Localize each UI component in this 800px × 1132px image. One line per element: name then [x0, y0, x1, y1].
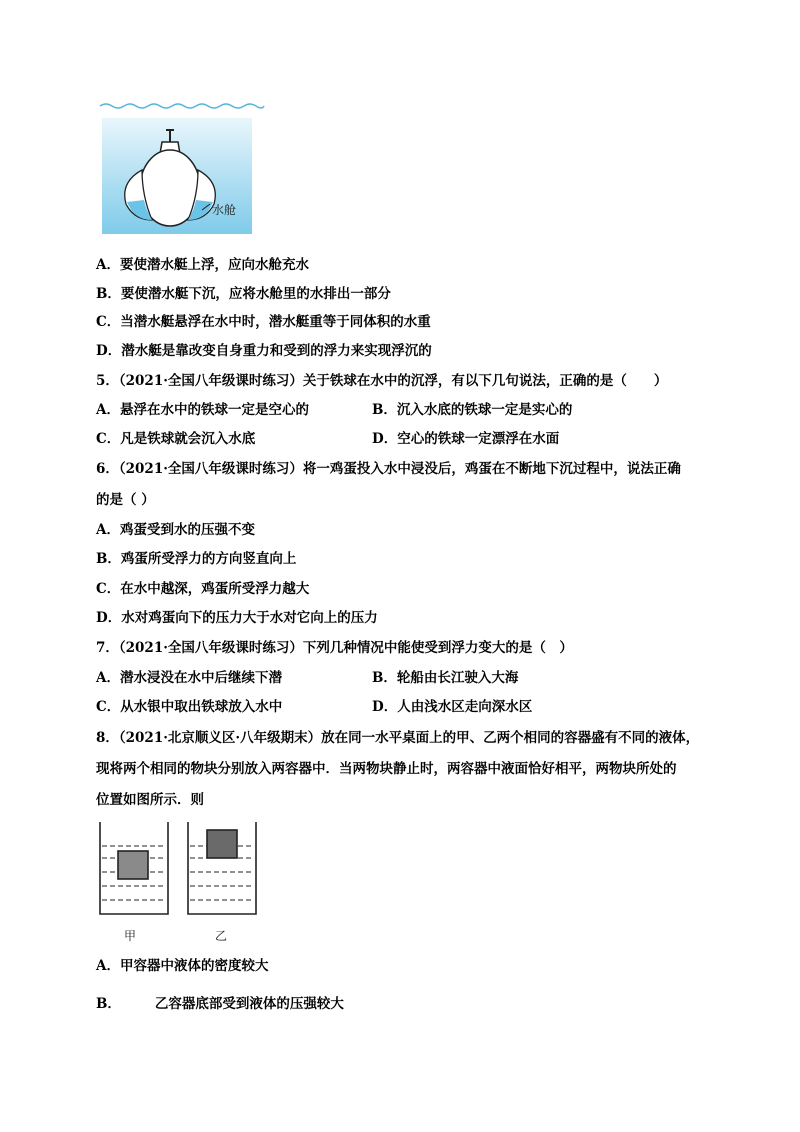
submarine-figure	[96, 96, 268, 238]
q7-stem: 7．（2021·全国八年级课时练习）下列几种情况中能使受到浮力变大的是（ ）	[96, 640, 573, 656]
q6-stem-line1: 6．（2021·全国八年级课时练习）将一鸡蛋投入水中浸没后，鸡蛋在不断地下沉过程中，说法正确	[96, 461, 681, 477]
container-label-yi: 乙	[215, 929, 228, 943]
q8-stem-line1: 8．（2021·北京顺义区·八年级期末）放在同一水平桌面上的甲、乙两个相同的容器盛有不同的液体，	[96, 730, 700, 746]
q6-option-b: B．鸡蛋所受浮力的方向竖直向上	[96, 551, 297, 567]
block-jia	[118, 851, 148, 879]
q7-option-a: A．潜水浸没在水中后继续下潜	[96, 670, 282, 686]
container-label-jia: 甲	[124, 929, 137, 943]
q4-option-d: D．潜水艇是靠改变自身重力和受到的浮力来实现浮沉的	[96, 343, 432, 359]
block-yi	[207, 830, 237, 858]
q8-option-a: A．甲容器中液体的密度较大	[96, 958, 269, 974]
q8-stem-line2: 现将两个相同的物块分别放入两容器中．当两物块静止时，两容器中液面恰好相平，两物块所处的	[96, 761, 677, 777]
q4-option-a: A．要使潜水艇上浮，应向水舱充水	[96, 257, 309, 273]
q5-option-b: B．沉入水底的铁球一定是实心的	[372, 402, 573, 418]
q8-stem-line3: 位置如图所示．则	[96, 792, 204, 808]
q6-option-a: A．鸡蛋受到水的压强不变	[96, 522, 255, 538]
q6-option-d: D．水对鸡蛋向下的压力大于水对它向上的压力	[96, 610, 378, 626]
q6-option-c: C．在水中越深，鸡蛋所受浮力越大	[96, 581, 310, 597]
q7-option-b: B．轮船由长江驶入大海	[372, 670, 519, 686]
q7-option-d: D．人由浅水区走向深水区	[372, 699, 533, 715]
q5-option-c: C．凡是铁球就会沉入水底	[96, 431, 256, 447]
q5-option-d: D．空心的铁球一定漂浮在水面	[372, 431, 560, 447]
q4-option-c: C．当潜水艇悬浮在水中时，潜水艇重等于同体积的水重	[96, 314, 431, 330]
q7-option-c: C．从水银中取出铁球放入水中	[96, 699, 283, 715]
q4-option-b: B．要使潜水艇下沉，应将水舱里的水排出一部分	[96, 286, 391, 302]
q5-stem: 5．（2021·全国八年级课时练习）关于铁球在水中的沉浮，有以下几句说法，正确的是（ ）	[96, 373, 668, 389]
q6-stem-line2: 的是（ ）	[96, 492, 155, 508]
q8-option-b: B． 乙容器底部受到液体的压强较大	[96, 996, 344, 1012]
container-yi	[188, 822, 256, 914]
containers-figure	[96, 818, 266, 918]
water-tank-label: 水舱	[212, 203, 237, 217]
water-surface-wave	[100, 104, 264, 108]
container-jia	[100, 822, 168, 914]
q5-option-a: A．悬浮在水中的铁球一定是空心的	[96, 402, 309, 418]
